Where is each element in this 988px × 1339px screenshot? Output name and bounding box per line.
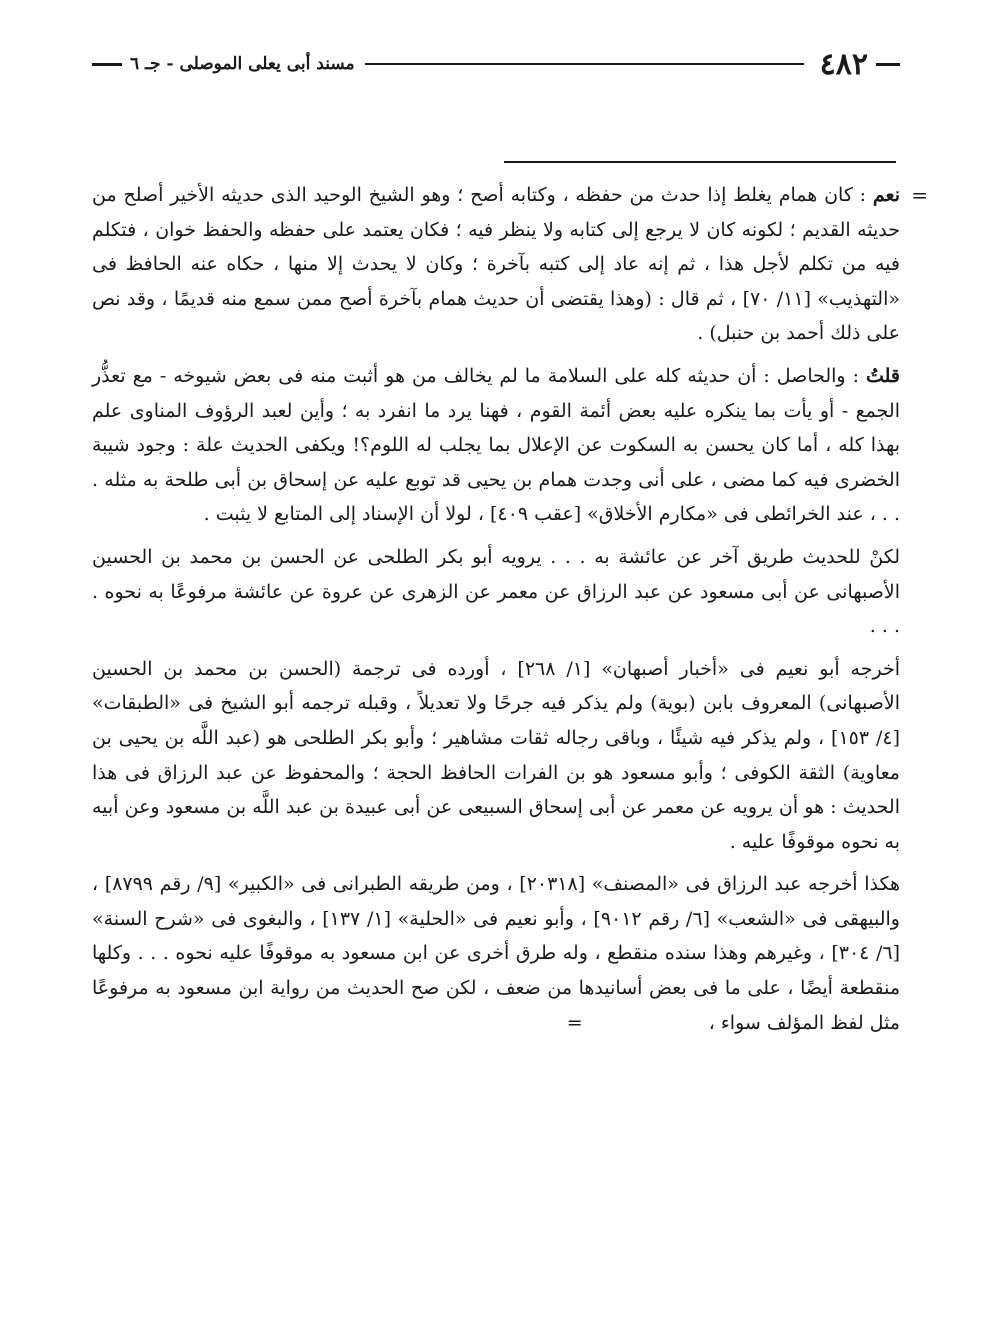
header-dash-left (92, 63, 122, 66)
paragraph-text: أخرجه أبو نعيم فى «أخبار أصبهان» [١/ ٢٦٨] ، أورده فى ترجمة (الحسن بن محمد بن الحسين الأصبهانى) المعروف بابن (بوية) ولم يذكر فيه جرحًا ولا تعديلاً ، وقبله ترجمه أبو الشيخ فى «الطبقات» [٤/ ١٥٣] ، ولم يذكر فيه شيئًا ، وباقى رجاله ثقات مشاهير ؛ وأبو بكر الطلحى هو (عبد اللَّه بن يحيى بن معاوية) الثقة الكوفى ؛ وأبو مسعود هو بن الفرات الحافظ الحجة ؛ والمحفوظ عن عبد الرزاق فى هذا الحديث : هو أن يرويه عن معمر عن أبى إسحاق السبيعى عن أبى عبيدة بن عبد اللَّه بن مسعود وعن أبيه به نحوه موقوفًا عليه . (92, 657, 901, 853)
end-mark: = (566, 1011, 583, 1034)
paragraph-lead: نعم (872, 184, 900, 206)
paragraph-lead: قلتُ (865, 364, 900, 387)
continuation-mark: = (911, 183, 928, 207)
footnote-paragraph (92, 359, 900, 532)
paragraph-text: : والحاصل : أن حديثه كله على السلامة ما لم يخالف من هو أثبت منه فى بعض شيوخه - مع تعذُّر الجمع - أو يأت بما ينكره عليه بعض أئمة القوم ، فهنا يرد ما انفرد به ؛ وأين لعبد الرؤوف المناوى علم بهذا كله ، أما كان يحسن به السكوت عن الإعلال بما يجلب له اللوم؟! ويكفى الحديث علة : وجود شيبة الخضرى فيه كما مضى ، على أنى وجدت همام بن يحيى قد توبع عليه عن إسحاق بن أبى طلحة به مثله . . . ، عند الخرائطى فى «مكارم الأخلاق» [عقب ٤٠٩] ، لولا أن الإسناد إلى المتابع لا يثبت . (92, 364, 900, 526)
paragraph-text: لكنْ للحديث طريق آخر عن عائشة به . . . يرويه أبو بكر الطلحى عن الحسن بن محمد بن الحسين الأصبهانى عن أبى مسعود عن عبد الرزاق عن معمر عن الزهرى عن عروة عن عائشة مرفوعًا به نحوه . . . . (92, 545, 900, 638)
footnote-paragraph (92, 540, 900, 644)
footnote-paragraph (92, 867, 900, 1040)
paragraph-text: هكذا أخرجه عبد الرزاق فى «المصنف» [٢٠٣١٨] ، ومن طريقه الطبرانى فى «الكبير» [٩/ رقم ٨٧٩٩] ، والبيهقى فى «الشعب» [٦/ رقم ٩٠١٢] ، وأبو نعيم فى «الحلية» [١/ ١٣٧] ، والبغوى فى «شرح السنة» [٦/ ٣٠٤] ، وغيرهم وهذا سنده منقطع ، وله طرق أخرى عن ابن مسعود به موقوفًا عليه نحوه . . . وكلها منقطعة أيضًا ، على ما فى بعض أسانيدها من ضعف ، لكن صح الحديث من رواية ابن مسعود به مرفوعًا مثل لفظ المؤلف سواء ، (92, 873, 900, 1034)
paragraph-text: : كان همام يغلط إذا حدث من حفظه ، وكتابه أصح ؛ وهو الشيخ الوحيد الذى حديثه الأخير أصلح من حديثه القديم ؛ لكونه كان لا يرجع إلى كتابه ولا ينظر فيه ؛ فكان يعتمد على حفظه والحفظ خوان ، فتكلم فيه من تكلم لأجل هذا ، ثم إنه عاد إلى كتبه بآخرة ؛ وكان لا يحدث إلا منها ، حكاه عنه الحافظ فى «التهذيب» [١١/ ٧٠] ، ثم قال : (وهذا يقتضى أن حديث همام بآخرة أصح ممن سمع منه قديمًا ، وقد نص على ذلك أحمد بن حنبل) . (92, 184, 901, 345)
page-header (92, 44, 900, 84)
footnote-paragraph (92, 178, 900, 351)
running-title: مسند أبى يعلى الموصلى - جـ ٦ (130, 54, 355, 74)
footnote-paragraph (92, 652, 900, 860)
footnote-body (92, 178, 928, 1048)
footnote-separator (504, 161, 896, 163)
header-rule (365, 63, 804, 65)
header-dash-right (876, 63, 900, 66)
page-number: ٤٨٢ (819, 46, 868, 82)
